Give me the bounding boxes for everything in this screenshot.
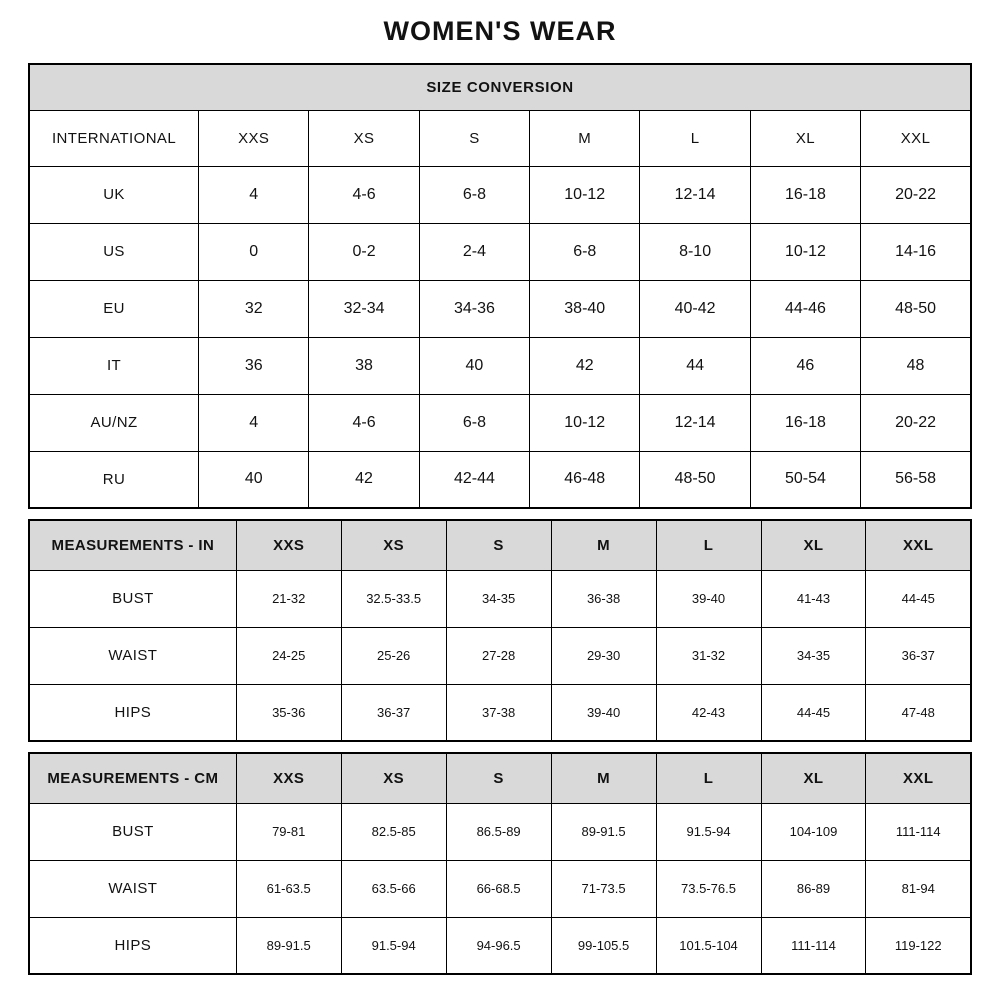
- size-conversion-uk-xs: 4-6: [309, 166, 419, 223]
- measurements-cm-header-m: M: [551, 753, 656, 803]
- size-conversion-us-l: 8-10: [640, 223, 750, 280]
- measurements-in-hips-xl: 44-45: [761, 684, 866, 741]
- measurements-cm-hips-l: 101.5-104: [656, 917, 761, 974]
- measurements-in-waist-l: 31-32: [656, 627, 761, 684]
- measurements-in-row-label-waist: WAIST: [29, 627, 236, 684]
- size-conversion-table: [28, 63, 972, 509]
- measurements-in-bust-xxl: 44-45: [866, 570, 971, 627]
- measurements-cm-header-xxl: XXL: [866, 753, 971, 803]
- size-conversion-us-s: 2-4: [419, 223, 529, 280]
- measurements-cm-waist-s: 66-68.5: [446, 860, 551, 917]
- size-conversion-au-nz-xs: 4-6: [309, 394, 419, 451]
- measurements-cm-table: [28, 752, 972, 975]
- size-conversion-row-us: [29, 223, 971, 280]
- size-conversion-eu-s: 34-36: [419, 280, 529, 337]
- measurements-in-row-bust: [29, 570, 971, 627]
- size-conversion-banner-row: [29, 64, 971, 110]
- size-conversion-row-label-us: US: [29, 223, 199, 280]
- size-conversion-us-xs: 0-2: [309, 223, 419, 280]
- size-conversion-eu-m: 38-40: [530, 280, 640, 337]
- size-conversion-us-xl: 10-12: [750, 223, 860, 280]
- measurements-in-bust-xs: 32.5-33.5: [341, 570, 446, 627]
- size-conversion-ru-l: 48-50: [640, 451, 750, 508]
- measurements-in-bust-xl: 41-43: [761, 570, 866, 627]
- measurements-in-hips-xxl: 47-48: [866, 684, 971, 741]
- size-conversion-au-nz-m: 10-12: [530, 394, 640, 451]
- measurements-in-header-l: L: [656, 520, 761, 570]
- size-conversion-uk-xxl: 20-22: [861, 166, 971, 223]
- measurements-cm-row-waist: [29, 860, 971, 917]
- size-conversion-uk-l: 12-14: [640, 166, 750, 223]
- size-conversion-au-nz-l: 12-14: [640, 394, 750, 451]
- measurements-cm-hips-xxs: 89-91.5: [236, 917, 341, 974]
- measurements-cm-bust-l: 91.5-94: [656, 803, 761, 860]
- size-conversion-uk-xl: 16-18: [750, 166, 860, 223]
- size-conversion-header-xl: XL: [750, 110, 860, 166]
- measurements-cm-header-l: L: [656, 753, 761, 803]
- measurements-in-hips-xs: 36-37: [341, 684, 446, 741]
- size-conversion-ru-xxs: 40: [199, 451, 309, 508]
- measurements-in-bust-l: 39-40: [656, 570, 761, 627]
- measurements-in-header-measurements-in: MEASUREMENTS - IN: [29, 520, 236, 570]
- measurements-cm-hips-xl: 111-114: [761, 917, 866, 974]
- measurements-cm-header-row: [29, 753, 971, 803]
- size-conversion-header-m: M: [530, 110, 640, 166]
- measurements-cm-header-xs: XS: [341, 753, 446, 803]
- tables-container: [28, 63, 972, 975]
- size-conversion-au-nz-xxs: 4: [199, 394, 309, 451]
- size-conversion-row-uk: [29, 166, 971, 223]
- size-conversion-ru-xxl: 56-58: [861, 451, 971, 508]
- size-conversion-it-xl: 46: [750, 337, 860, 394]
- measurements-cm-header-xxs: XXS: [236, 753, 341, 803]
- size-conversion-ru-s: 42-44: [419, 451, 529, 508]
- measurements-cm-waist-l: 73.5-76.5: [656, 860, 761, 917]
- measurements-in-waist-xl: 34-35: [761, 627, 866, 684]
- measurements-cm-waist-xl: 86-89: [761, 860, 866, 917]
- size-conversion-eu-xs: 32-34: [309, 280, 419, 337]
- measurements-cm-row-label-waist: WAIST: [29, 860, 236, 917]
- measurements-cm-hips-s: 94-96.5: [446, 917, 551, 974]
- measurements-cm-header-xl: XL: [761, 753, 866, 803]
- measurements-cm-waist-m: 71-73.5: [551, 860, 656, 917]
- size-conversion-it-xxs: 36: [199, 337, 309, 394]
- measurements-in-header-xxs: XXS: [236, 520, 341, 570]
- measurements-cm-bust-xxs: 79-81: [236, 803, 341, 860]
- size-conversion-it-xs: 38: [309, 337, 419, 394]
- size-conversion-header-xs: XS: [309, 110, 419, 166]
- size-conversion-eu-xl: 44-46: [750, 280, 860, 337]
- measurements-cm-hips-xs: 91.5-94: [341, 917, 446, 974]
- measurements-in-header-xxl: XXL: [866, 520, 971, 570]
- size-conversion-us-xxl: 14-16: [861, 223, 971, 280]
- size-conversion-row-label-au-nz: AU/NZ: [29, 394, 199, 451]
- size-conversion-row-au-nz: [29, 394, 971, 451]
- size-conversion-ru-xl: 50-54: [750, 451, 860, 508]
- measurements-in-hips-xxs: 35-36: [236, 684, 341, 741]
- measurements-in-row-hips: [29, 684, 971, 741]
- measurements-cm-bust-m: 89-91.5: [551, 803, 656, 860]
- measurements-in-header-xl: XL: [761, 520, 866, 570]
- measurements-in-bust-s: 34-35: [446, 570, 551, 627]
- measurements-in-row-waist: [29, 627, 971, 684]
- size-conversion-uk-m: 10-12: [530, 166, 640, 223]
- page-title: WOMEN'S WEAR: [383, 16, 617, 46]
- size-conversion-eu-l: 40-42: [640, 280, 750, 337]
- measurements-in-header-s: S: [446, 520, 551, 570]
- size-conversion-eu-xxs: 32: [199, 280, 309, 337]
- measurements-in-waist-xs: 25-26: [341, 627, 446, 684]
- measurements-cm-row-label-hips: HIPS: [29, 917, 236, 974]
- measurements-in-header-row: [29, 520, 971, 570]
- size-conversion-it-m: 42: [530, 337, 640, 394]
- measurements-in-waist-xxl: 36-37: [866, 627, 971, 684]
- size-conversion-header-l: L: [640, 110, 750, 166]
- size-conversion-header-row: [29, 110, 971, 166]
- measurements-cm-bust-xs: 82.5-85: [341, 803, 446, 860]
- size-conversion-au-nz-s: 6-8: [419, 394, 529, 451]
- measurements-cm-hips-m: 99-105.5: [551, 917, 656, 974]
- measurements-in-waist-m: 29-30: [551, 627, 656, 684]
- size-conversion-banner: SIZE CONVERSION: [29, 64, 971, 110]
- measurements-in-header-m: M: [551, 520, 656, 570]
- size-conversion-au-nz-xxl: 20-22: [861, 394, 971, 451]
- measurements-in-bust-m: 36-38: [551, 570, 656, 627]
- size-conversion-ru-xs: 42: [309, 451, 419, 508]
- size-conversion-us-m: 6-8: [530, 223, 640, 280]
- measurements-cm-header-measurements-cm: MEASUREMENTS - CM: [29, 753, 236, 803]
- measurements-in-header-xs: XS: [341, 520, 446, 570]
- measurements-cm-bust-xl: 104-109: [761, 803, 866, 860]
- size-conversion-ru-m: 46-48: [530, 451, 640, 508]
- measurements-in-hips-m: 39-40: [551, 684, 656, 741]
- size-conversion-it-s: 40: [419, 337, 529, 394]
- measurements-cm-hips-xxl: 119-122: [866, 917, 971, 974]
- measurements-cm-waist-xs: 63.5-66: [341, 860, 446, 917]
- measurements-in-waist-xxs: 24-25: [236, 627, 341, 684]
- size-conversion-header-xxl: XXL: [861, 110, 971, 166]
- size-conversion-uk-s: 6-8: [419, 166, 529, 223]
- measurements-in-row-label-bust: BUST: [29, 570, 236, 627]
- size-conversion-it-xxl: 48: [861, 337, 971, 394]
- measurements-cm-row-hips: [29, 917, 971, 974]
- size-conversion-us-xxs: 0: [199, 223, 309, 280]
- measurements-cm-row-label-bust: BUST: [29, 803, 236, 860]
- measurements-in-table: [28, 519, 972, 742]
- size-conversion-uk-xxs: 4: [199, 166, 309, 223]
- size-conversion-header-international: INTERNATIONAL: [29, 110, 199, 166]
- measurements-cm-bust-xxl: 111-114: [866, 803, 971, 860]
- size-conversion-row-ru: [29, 451, 971, 508]
- size-conversion-row-eu: [29, 280, 971, 337]
- measurements-in-bust-xxs: 21-32: [236, 570, 341, 627]
- measurements-cm-waist-xxl: 81-94: [866, 860, 971, 917]
- measurements-in-hips-l: 42-43: [656, 684, 761, 741]
- size-conversion-au-nz-xl: 16-18: [750, 394, 860, 451]
- size-conversion-header-s: S: [419, 110, 529, 166]
- size-conversion-header-xxs: XXS: [199, 110, 309, 166]
- measurements-in-row-label-hips: HIPS: [29, 684, 236, 741]
- size-conversion-it-l: 44: [640, 337, 750, 394]
- size-conversion-row-label-it: IT: [29, 337, 199, 394]
- measurements-in-waist-s: 27-28: [446, 627, 551, 684]
- measurements-cm-waist-xxs: 61-63.5: [236, 860, 341, 917]
- size-conversion-row-label-eu: EU: [29, 280, 199, 337]
- measurements-cm-row-bust: [29, 803, 971, 860]
- measurements-cm-bust-s: 86.5-89: [446, 803, 551, 860]
- measurements-cm-header-s: S: [446, 753, 551, 803]
- size-conversion-eu-xxl: 48-50: [861, 280, 971, 337]
- size-conversion-row-label-ru: RU: [29, 451, 199, 508]
- size-conversion-row-label-uk: UK: [29, 166, 199, 223]
- size-conversion-row-it: [29, 337, 971, 394]
- measurements-in-hips-s: 37-38: [446, 684, 551, 741]
